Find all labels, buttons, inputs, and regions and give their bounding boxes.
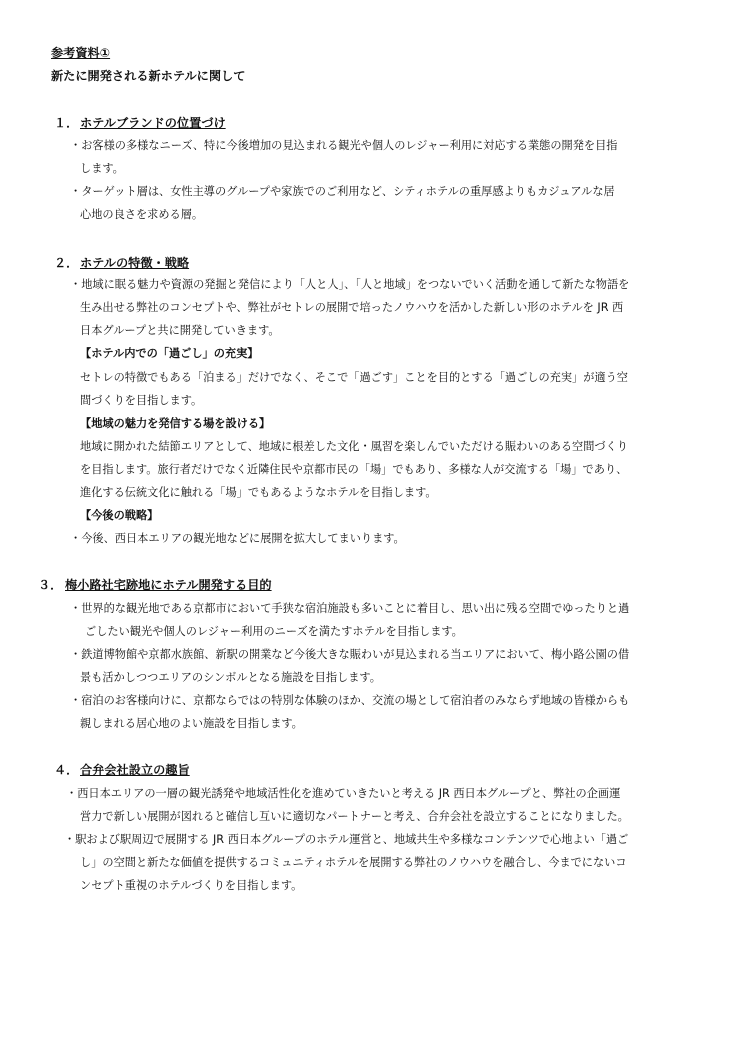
section-2-line: ・今後、西日本エリアの観光地などに展開を拡大してまいります。 [70,532,405,545]
section-3-heading: 梅小路社宅跡地にホテル開発する目的 [65,578,272,592]
section-2-line: 進化する伝統文化に触れる「場」でもあるようなホテルを目指します。 [80,486,437,499]
section-2-number: ２． [54,256,79,270]
section-2-heading: ホテルの特徴・戦略 [80,256,190,270]
section-1-line: します。 [80,162,124,175]
section-2-line: を目指します。旅行者だけでなく近隣住民や京都市民の「場」でもあり、多様な人が交流する「場」であり、 [80,463,628,476]
section-2-line: セトレの特徴でもある「泊まる」だけでなく、そこで「過ごす」ことを目的とする「過ごしの充実」が適う空 [80,371,628,384]
page-title: 新たに開発される新ホテルに関して [51,69,246,83]
section-4-line: ・駅および駅周辺で展開する JR 西日本グループのホテル運営と、地域共生や多様なコンテンツで心地よい「過ご [64,833,629,846]
subheading-future-strategy: 【今後の戦略】 [80,509,159,522]
section-3-line: 親しまれる居心地のよい施設を目指します。 [80,717,303,730]
section-3-line: ・鉄道博物館や京都水族館、新駅の開業など今後大きな賑わいが見込まれる当エリアにおいて、梅小路公園の借 [70,648,630,661]
reference-label: 参考資料① [51,46,111,60]
section-4-heading: 合弁会社設立の趣旨 [80,763,190,777]
section-3-line: 景も活かしつつエリアのシンボルとなる施設を目指します。 [80,671,381,684]
section-1-line: ・お客様の多様なニーズ、特に今後増加の見込まれる観光や個人のレジャー利用に対応する業態の開発を目指 [70,139,618,152]
section-2-line: 日本グループと共に開発していきます。 [80,324,280,337]
section-2-line: 生み出せる弊社のコンセプトや、弊社がセトレの展開で培ったノウハウを活かした新しい形のホテルを JR 西 [80,301,624,314]
section-4-line: し」の空間と新たな価値を提供するコミュニティホテルを展開する弊社のノウハウを融合し、今までにないコ [80,856,627,869]
section-3-line: ・宿泊のお客様向けに、京都ならではの特別な体験のほか、交流の場として宿泊者のみならず地域の皆様からも [70,694,630,707]
section-1-line: 心地の良さを求める層。 [80,208,204,221]
section-1-line: ・ターゲット層は、女性主導のグループや家族でのご利用など、シティホテルの重厚感よりもカジュアルな居 [70,185,615,198]
section-3-line: ・世界的な観光地である京都市において手狭な宿泊施設も多いことに着目し、思い出に残る空間でゆったりと過 [70,602,630,615]
section-4-line: ンセプト重視のホテルづくりを目指します。 [80,879,303,892]
section-4-number: ４． [54,763,79,777]
section-3-line: ごしたい観光や個人のレジャー利用のニーズを満たすホテルを目指します。 [85,625,463,638]
subheading-regional-appeal: 【地域の魅力を発信する場を設ける】 [80,417,271,430]
section-2-line: 地域に開かれた結節エリアとして、地域に根差した文化・風習を楽しんでいただける賑わいのある空間づくり [80,440,628,453]
section-1-number: １． [54,116,79,130]
section-4-line: ・西日本エリアの一層の観光誘発や地域活性化を進めていきたいと考える JR 西日本グループと、弊社の企画運 [66,787,621,800]
subheading-stay: 【ホテル内での「過ごし」の充実】 [80,347,259,360]
section-2-line: 間づくりを目指します。 [80,394,203,407]
section-1-heading: ホテルブランドの位置づけ [80,116,226,130]
section-2-line: ・地域に眠る魅力や資源の発掘と発信により「人と人」、「人と地域」をつないでいく活動を通して新たな物語を [70,278,630,291]
section-3-number: ３． [38,578,63,592]
section-4-line: 営力で新しい展開が図れると確信し互いに適切なパートナーと考え、合弁会社を設立することになりました。 [80,810,629,823]
